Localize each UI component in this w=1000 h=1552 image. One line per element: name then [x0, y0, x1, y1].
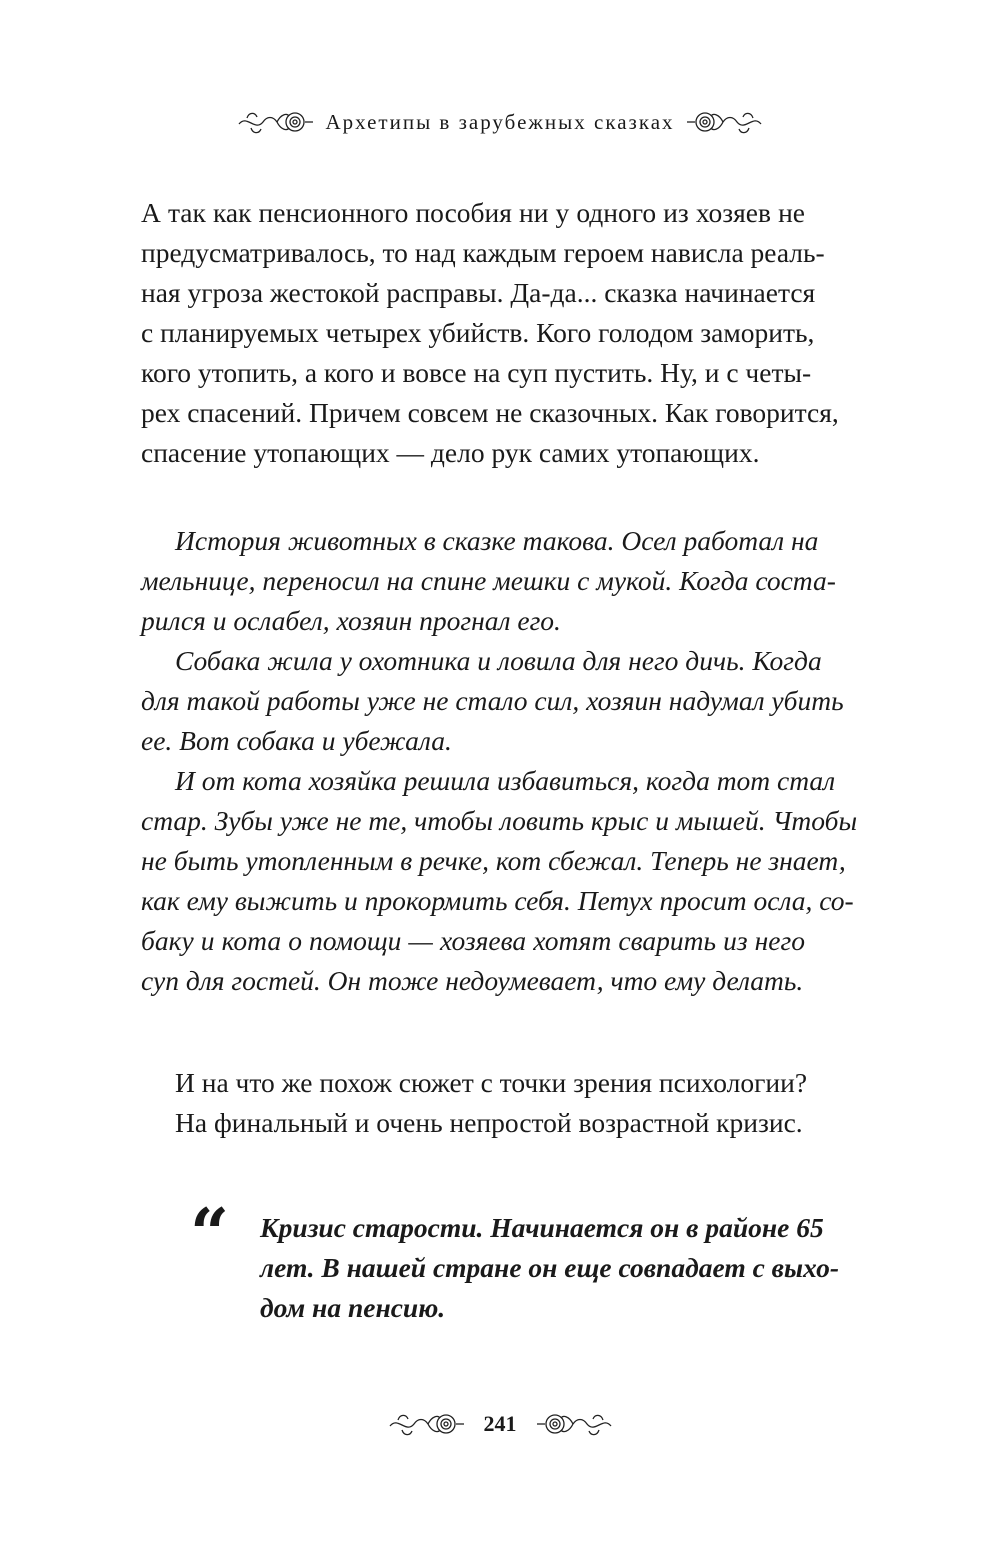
text-line: не быть утопленным в речке, кот сбежал. Теперь не знает, — [141, 845, 846, 876]
text-line: Собака жила у охотника и ловила для него дичь. Когда — [175, 645, 822, 676]
text-line: ее. Вот собака и убежала. — [141, 725, 452, 756]
text-line: рех спасений. Причем совсем не сказочных. Как говорится, — [141, 397, 839, 428]
text-line: А так как пенсионного пособия ни у одного из хозяев не — [141, 197, 805, 228]
text-line: как ему выжить и прокормить себя. Петух просит осла, со- — [141, 885, 854, 916]
text-line: суп для гостей. Он тоже недоумевает, что ему делать. — [141, 965, 804, 996]
text-line: спасение утопающих — дело рук самих утопающих. — [141, 437, 760, 468]
text-line: лет. В нашей стране он еще совпадает с выхо- — [260, 1252, 840, 1283]
floral-ornament-footer-right-icon — [535, 1406, 613, 1442]
text-line: ная угроза жестокой расправы. Да-да... сказка начинается — [141, 277, 816, 308]
text-line: История животных в сказке такова. Осел работал на — [175, 525, 819, 556]
text-line: кого утопить, а кого и вовсе на суп пустить. Ну, и с четы- — [141, 357, 812, 388]
text-line: На финальный и очень непростой возрастной кризис. — [175, 1107, 803, 1138]
floral-ornament-left-icon — [237, 104, 315, 140]
text-line: И от кота хозяйка решила избавиться, когда тот стал — [175, 765, 836, 796]
paragraph-intro — [141, 193, 839, 473]
floral-ornament-footer-left-icon — [388, 1406, 466, 1442]
page-footer — [0, 1402, 1000, 1446]
running-header — [0, 98, 1000, 146]
text-line: баку и кота о помощи — хозяева хотят сварить из него — [141, 925, 805, 956]
text-line: рился и ослабел, хозяин прогнал его. — [141, 605, 561, 636]
quote-text — [260, 1208, 840, 1328]
quote-mark-icon: “ — [190, 1194, 230, 1274]
paragraph-psychology — [141, 1063, 808, 1143]
text-line: предусматривалось, то над каждым героем нависла реаль- — [141, 237, 825, 268]
text-line: с планируемых четырех убийств. Кого голодом заморить, — [141, 317, 815, 348]
text-line: мельнице, переносил на спине мешки с мукой. Когда соста- — [141, 565, 836, 596]
floral-ornament-right-icon — [685, 104, 763, 140]
story-italic-block — [141, 521, 858, 1001]
page-number: 241 — [483, 1411, 517, 1436]
header-title: Архетипы в зарубежных сказках — [325, 109, 675, 134]
text-line: стар. Зубы уже не те, чтобы ловить крыс и мышей. Чтобы — [141, 805, 858, 836]
text-line: Кризис старости. Начинается он в районе 65 — [260, 1212, 824, 1243]
text-line: И на что же похож сюжет с точки зрения психологии? — [175, 1067, 808, 1098]
text-line: дом на пенсию. — [260, 1292, 446, 1323]
text-line: для такой работы уже не стало сил, хозяин надумал убить — [141, 685, 844, 716]
